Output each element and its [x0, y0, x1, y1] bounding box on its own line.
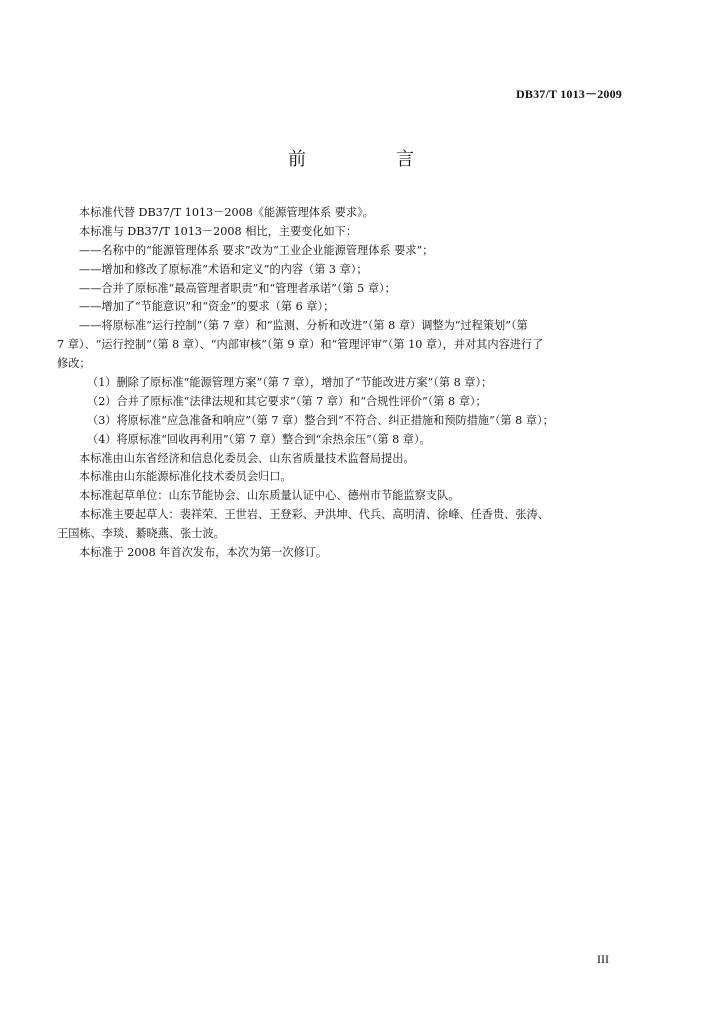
paragraph-line: 本标准与 DB37/T 1013－2008 相比，主要变化如下：	[79, 224, 358, 238]
sub-change-item: （2）合并了原标准“法律法规和其它要求”（第 7 章）和“合规性评价”（第 8 章）；	[87, 394, 487, 408]
paragraph-line-continued: 王国栋、李琰、綦晓燕、张士波。	[57, 527, 225, 541]
paragraph-line: 本标准于 2008 年首次发布，本次为第一次修订。	[79, 546, 328, 560]
page-number: III	[597, 952, 609, 966]
change-item: ——将原标准“运行控制”（第 7 章）和“监测、分析和改进”（第 8 章）调整为“过程策划”（第	[79, 319, 528, 333]
change-item: ——名称中的“能源管理体系 要求”改为“工业企业能源管理体系 要求”；	[79, 243, 434, 257]
change-item-continued: 7 章）、“运行控制”（第 8 章）、“内部审核”（第 9 章）和“管理评审”（第 10 章），并对其内容进行了	[57, 338, 544, 352]
paragraph-line: 本标准起草单位：山东节能协会、山东质量认证中心、德州市节能监察支队。	[79, 489, 460, 503]
paragraph-line: 本标准代替 DB37/T 1013－2008《能源管理体系 要求》。	[79, 206, 374, 219]
page-title: 前 言	[288, 149, 450, 170]
change-item: ——增加了“节能意识”和“资金”的要求（第 6 章）；	[79, 300, 335, 314]
sub-change-item: （4）将原标准“回收再利用”（第 7 章）整合到“余热余压”（第 8 章）。	[87, 432, 431, 446]
change-item: ——合并了原标准“最高管理者职责”和“管理者承诺”（第 5 章）；	[79, 281, 396, 295]
sub-change-item: （3）将原标准“应急准备和响应”（第 7 章）整合到“不符合、纠正措施和预防措施”（第 8 章）；	[87, 413, 554, 427]
paragraph-line: 本标准由山东省经济和信息化委员会、山东省质量技术监督局提出。	[79, 451, 415, 465]
sub-change-item: （1）删除了原标准“能源管理方案”（第 7 章），增加了“节能改进方案”（第 8 章）；	[87, 376, 493, 390]
standard-code: DB37/T 1013－2009	[516, 87, 622, 101]
change-item-continued: 修改；	[57, 357, 91, 371]
foreword-body	[57, 204, 623, 563]
paragraph-line: 本标准由山东能源标准化技术委员会归口。	[79, 470, 292, 484]
change-item: ——增加和修改了原标准“术语和定义”的内容（第 3 章）；	[79, 262, 368, 276]
paragraph-line: 本标准主要起草人：裴祥荣、王世岩、王登彩、尹洪坤、代兵、高明清、徐峰、任香贵、张涛、	[79, 508, 549, 522]
